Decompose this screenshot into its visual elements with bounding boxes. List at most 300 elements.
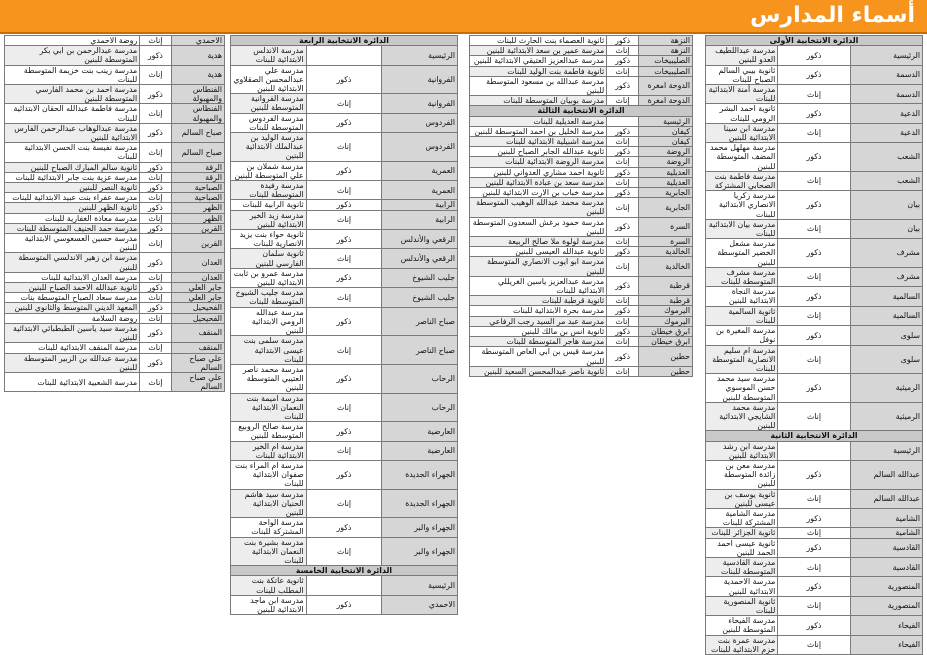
table-row <box>231 441 458 460</box>
table-row <box>470 247 693 257</box>
gender-cell: ذكور <box>607 276 639 295</box>
gender-cell: ذكور <box>140 303 171 313</box>
school-name-cell: مدرسة فاطمة بنت الصحابي المشتركة <box>706 171 778 190</box>
gender-cell: إناث <box>778 528 850 538</box>
school-name-cell: مدرسة خباب بن الارت الابتدائية للبنين <box>470 188 607 198</box>
school-name-cell: مدرسة اشبيلية الابتدائية للبنات <box>470 137 607 147</box>
school-name-cell: مدرسة مشرف المتوسطة للبنات <box>706 267 778 286</box>
region-cell: الفيحاء <box>850 616 922 635</box>
column-1 <box>705 35 923 654</box>
table-row <box>706 508 923 527</box>
gender-cell: إناث <box>778 306 850 325</box>
gender-cell: إناث <box>607 66 639 76</box>
region-cell: الرئيسية <box>638 116 692 126</box>
table-row <box>470 167 693 177</box>
schools-table <box>705 35 923 655</box>
table-row <box>5 46 225 65</box>
gender-cell: ذكور <box>140 46 171 65</box>
school-name-cell: مدرسة النجاة الابتدائية للبنين <box>706 287 778 306</box>
region-cell: السالمية <box>850 306 922 325</box>
gender-cell: ذكور <box>140 253 171 272</box>
school-name-cell: مدرسة عبدالله الرومي الابتدائية للبنين <box>231 307 307 336</box>
school-name-cell: مدرسة عمرو بن ثابت الابتدائية للبنين <box>231 268 307 287</box>
gender-cell: ذكور <box>306 307 382 336</box>
table-row <box>470 306 693 316</box>
region-cell: عبدالله السالم <box>850 460 922 489</box>
school-name-cell: مدرسة عبدالرحمن بن ابي بكر المتوسطة للبنين <box>5 46 140 65</box>
school-name-cell: مدرسة عمير بن سعد الابتدائية للبنين <box>470 46 607 56</box>
school-name-cell: ثانوية عبدالله الجابر الصباح للبنين <box>470 147 607 157</box>
gender-cell: ذكور <box>778 460 850 489</box>
school-name-cell: مدرسة عمرة بنت حزم الابتدائية للبنات <box>706 635 778 654</box>
region-cell: النزهة <box>638 46 692 56</box>
school-name-cell: مدرسة ابن سينا الابتدائية للبنين <box>706 123 778 142</box>
table-row <box>470 36 693 46</box>
gender-cell: ذكور <box>306 422 382 441</box>
school-name-cell: مدرسة زكريا الانصاري الابتدائية للبنات <box>706 191 778 220</box>
region-cell: سلوى <box>850 326 922 345</box>
gender-cell: إناث <box>778 171 850 190</box>
table-row <box>706 123 923 142</box>
gender-cell: ذكور <box>778 46 850 65</box>
school-name-cell: مدرسة شملان بن علي المتوسطة للبنين <box>231 161 307 180</box>
gender-cell: ذكور <box>607 147 639 157</box>
school-name-cell: مدرسة سيد ياسين الطبطبائي الابتدائية للبنين <box>5 323 140 342</box>
school-name-cell: مدرسة فاطمة عبدالله الحقان الابتدائية للبنات <box>5 104 140 123</box>
region-cell: صباح السالم <box>171 123 224 142</box>
gender-cell: إناث <box>778 635 850 654</box>
region-cell: الرئيسية <box>382 576 458 595</box>
school-name-cell: مدرسة لولوة ملا صالح الربيعة <box>470 237 607 247</box>
table-row <box>5 213 225 223</box>
school-name-cell: مدرسة الواحة المشتركة للبنات <box>231 518 307 537</box>
gender-cell: ذكور <box>607 56 639 66</box>
region-cell: جليب الشيوخ <box>382 268 458 287</box>
district-header <box>706 36 923 46</box>
school-name-cell: مدرسة زينب بنت خزيمة المتوسطة للبنات <box>5 65 140 84</box>
region-cell: العديلية <box>638 167 692 177</box>
region-cell: الفنطاس والمهبولة <box>171 85 224 104</box>
school-name-cell: ثانوية الظهر للبنين <box>5 203 140 213</box>
region-cell: الرحاب <box>382 364 458 393</box>
table-row <box>5 353 225 372</box>
gender-cell: إناث <box>140 36 171 46</box>
region-cell: الفنطاس والمهبولة <box>171 104 224 123</box>
region-cell: الاحمدي <box>171 36 224 46</box>
table-row <box>470 237 693 247</box>
school-name-cell: مدرسة ابن زهير الاندلسي المتوسطة للبنين <box>5 253 140 272</box>
school-name-cell: مدرسة بحرة الابتدائية للبنات <box>470 306 607 316</box>
table-row <box>470 198 693 217</box>
gender-cell <box>778 441 850 460</box>
region-cell: العمرية <box>382 161 458 180</box>
gender-cell: إناث <box>778 123 850 142</box>
region-cell: بيان <box>850 191 922 220</box>
school-name-cell: ثانوية عبدالله العيسى للبنين <box>470 247 607 257</box>
region-cell: صباح السالم <box>171 143 224 162</box>
region-cell: الدعية <box>850 104 922 123</box>
school-name-cell: مدرسة القادسية المتوسطة للبنات <box>706 557 778 576</box>
region-cell: عبدالله السالم <box>850 489 922 508</box>
region-cell: صباح الناصر <box>382 336 458 365</box>
gender-cell: إناث <box>306 181 382 200</box>
table-row <box>231 65 458 94</box>
school-name-cell: مدرسة حسين العسعوسي الابتدائية للبنين <box>5 234 140 253</box>
region-cell: الفروانية <box>382 94 458 113</box>
region-cell: الرقة <box>171 162 224 172</box>
gender-cell: إناث <box>306 441 382 460</box>
school-name-cell: مدرسة بوبيان المتوسطة للبنات <box>470 96 607 106</box>
gender-cell: ذكور <box>778 616 850 635</box>
school-name-cell: مدرسة ابو ايوب الانصاري المتوسطة للبنين <box>470 257 607 276</box>
region-cell: اليرموك <box>638 316 692 326</box>
gender-cell: إناث <box>306 537 382 566</box>
table-row <box>231 460 458 489</box>
region-cell: الشامية <box>850 508 922 527</box>
region-cell: الفردوس <box>382 133 458 162</box>
school-name-cell: مدرسة العديلية للبنات <box>470 116 607 126</box>
table-row <box>706 528 923 538</box>
schools-table <box>469 35 693 377</box>
table-row <box>706 267 923 286</box>
region-cell: علي صباح السالم <box>171 353 224 372</box>
gender-cell: إناث <box>778 345 850 374</box>
school-name-cell: مدرسة محمد الشايجي الابتدائية للبنين <box>706 402 778 431</box>
school-name-cell: مدرسة الاحمدية الابتدائية للبنين <box>706 577 778 596</box>
school-name-cell: مدرسة ابن ماجد الابتدائية للبنين <box>231 595 307 614</box>
region-cell: الخالدية <box>638 247 692 257</box>
table-row <box>231 422 458 441</box>
gender-cell: ذكور <box>306 65 382 94</box>
region-cell: المنصورية <box>850 577 922 596</box>
region-cell: الشامية <box>850 528 922 538</box>
school-name-cell: مدرسة صالح الروبيع المتوسطة للبنين <box>231 422 307 441</box>
schools-table <box>4 35 225 392</box>
region-cell: حطين <box>638 347 692 366</box>
table-row <box>5 293 225 303</box>
region-cell: الخالدية <box>638 257 692 276</box>
school-name-cell: مدرسة المغيرة بن نوفل <box>706 326 778 345</box>
table-row <box>5 223 225 233</box>
school-name-cell: ثانوية حواء بنت يزيد الانصارية للبنات <box>231 230 307 249</box>
gender-cell: إناث <box>140 193 171 203</box>
school-name-cell: ثانوية السالمية للبنات <box>706 306 778 325</box>
gender-cell: ذكور <box>140 353 171 372</box>
column-4 <box>4 35 225 483</box>
gender-cell: إناث <box>140 313 171 323</box>
gender-cell: ذكور <box>607 247 639 257</box>
table-row <box>5 234 225 253</box>
school-name-cell: ثانوية عبدالله الاحمد الصباح للبنين <box>5 283 140 293</box>
gender-cell: إناث <box>140 65 171 84</box>
region-cell: الدعية <box>850 123 922 142</box>
school-name-cell: المعهد الديني المتوسط والثانوي للبنين <box>5 303 140 313</box>
school-name-cell: مدرسة معن بن زائدة المتوسطة للبنين <box>706 460 778 489</box>
region-cell: ابرق خيطان <box>638 337 692 347</box>
gender-cell: ذكور <box>306 595 382 614</box>
gender-cell: إناث <box>306 393 382 422</box>
gender-cell: ذكور <box>607 347 639 366</box>
school-name-cell: ثانوية عيسى احمد الحمد للبنين <box>706 538 778 557</box>
gender-cell: ذكور <box>778 326 850 345</box>
gender-cell: ذكور <box>306 364 382 393</box>
gender-cell: إناث <box>607 316 639 326</box>
region-cell: الجهراء والبر <box>382 537 458 566</box>
gender-cell: إناث <box>778 85 850 104</box>
school-name-cell: مدرسة جليب الشيوخ المتوسطة للبنات <box>231 288 307 307</box>
school-name-cell: مدرسة الخليل بن احمد المتوسطة للبنين <box>470 126 607 136</box>
table-row <box>706 616 923 635</box>
gender-cell: إناث <box>306 133 382 162</box>
gender-cell: ذكور <box>140 283 171 293</box>
table-row <box>706 538 923 557</box>
table-row <box>5 85 225 104</box>
table-row <box>470 276 693 295</box>
gender-cell: ذكور <box>140 223 171 233</box>
school-name-cell: مدرسة نفيسة بنت الحسن الابتدائية للبنات <box>5 143 140 162</box>
table-row <box>470 337 693 347</box>
school-name-cell: مدرسة معاذة الغفارية للبنات <box>5 213 140 223</box>
table-row <box>231 249 458 268</box>
region-cell: قرطبة <box>638 296 692 306</box>
title-banner <box>0 0 927 34</box>
table-row <box>231 364 458 393</box>
gender-cell: ذكور <box>140 123 171 142</box>
table-row <box>5 323 225 342</box>
gender-cell: ذكور <box>778 104 850 123</box>
school-name-cell: مدرسة بشيرة بنت النعمان الابتدائية للبنات <box>231 537 307 566</box>
table-row <box>706 577 923 596</box>
region-cell: الرئيسية <box>382 46 458 65</box>
school-name-cell: ثانوية فاطمة بنت الوليد للبنات <box>470 66 607 76</box>
table-row <box>706 596 923 615</box>
school-name-cell: مدرسة سلمى بنت عيسى الابتدائية للبنات <box>231 336 307 365</box>
region-cell: القادسية <box>850 557 922 576</box>
gender-cell: إناث <box>607 366 639 376</box>
region-cell: الرحاب <box>382 393 458 422</box>
table-row <box>470 347 693 366</box>
gender-cell: إناث <box>140 234 171 253</box>
region-cell: الصباحية <box>171 193 224 203</box>
gender-cell: ذكور <box>306 518 382 537</box>
region-cell: حطين <box>638 366 692 376</box>
school-name-cell: مدرسة عبداللطيف العدو للبنين <box>706 46 778 65</box>
school-name-cell: مدرسة سيد هاشم الحنيان الابتدائية للبنين <box>231 489 307 518</box>
region-cell: قرطبة <box>638 276 692 295</box>
region-cell: الظهر <box>171 203 224 213</box>
table-row <box>470 76 693 95</box>
region-cell: كيفان <box>638 126 692 136</box>
table-row <box>231 161 458 180</box>
gender-cell: إناث <box>607 46 639 56</box>
region-cell: العارضية <box>382 441 458 460</box>
table-row <box>470 137 693 147</box>
region-cell: جابر العلي <box>171 293 224 303</box>
table-row <box>706 85 923 104</box>
region-cell: السرة <box>638 237 692 247</box>
region-cell: الشعب <box>850 171 922 190</box>
region-cell: هدية <box>171 46 224 65</box>
gender-cell: إناث <box>140 272 171 282</box>
school-name-cell: ثانوية سالم المبارك الصباح للبنين <box>5 162 140 172</box>
table-row <box>231 113 458 132</box>
region-cell: الدسمة <box>850 65 922 84</box>
table-row <box>5 183 225 193</box>
region-cell: الرميثية <box>850 402 922 431</box>
region-cell: الرميثية <box>850 374 922 403</box>
table-row <box>470 188 693 198</box>
table-row <box>231 268 458 287</box>
table-row <box>231 537 458 566</box>
gender-cell: ذكور <box>306 113 382 132</box>
school-name-cell: مدرسة عبدالله بن مسعود المتوسطة للبنين <box>470 76 607 95</box>
gender-cell: إناث <box>778 596 850 615</box>
gender-cell: إناث <box>607 177 639 187</box>
region-cell: السالمية <box>850 287 922 306</box>
table-row <box>231 518 458 537</box>
region-cell: الفحيحيل <box>171 313 224 323</box>
table-row <box>706 191 923 220</box>
region-cell: الرقعي والأندلس <box>382 249 458 268</box>
school-name-cell: ثانوية الجزائر للبنات <box>706 528 778 538</box>
school-name-cell: مدرسة الفروانية المتوسطة للبنين <box>231 94 307 113</box>
gender-cell: إناث <box>607 137 639 147</box>
district-header <box>706 431 923 441</box>
gender-cell: إناث <box>306 489 382 518</box>
school-name-cell: ثانوية المنصورية للبنات <box>706 596 778 615</box>
school-name-cell: مدرسة عبد مر السيد رجب الرفاعي <box>470 316 607 326</box>
region-cell: الفيحاء <box>850 635 922 654</box>
school-name-cell: مدرسة زيد الخير الابتدائية للبنين <box>231 210 307 229</box>
school-name-cell: مدرسة الوليد بن عبدالملك الابتدائية للبنين <box>231 133 307 162</box>
table-row <box>231 200 458 210</box>
gender-cell: ذكور <box>140 203 171 213</box>
schools-table <box>230 35 458 615</box>
table-row <box>5 123 225 142</box>
gender-cell: ذكور <box>607 76 639 95</box>
gender-cell: إناث <box>778 219 850 238</box>
table-row <box>706 557 923 576</box>
school-name-cell: مدرسة قيس بن ابي العاص المتوسطة للبنين <box>470 347 607 366</box>
region-cell: كيفان <box>638 137 692 147</box>
table-row <box>5 193 225 203</box>
table-row <box>470 257 693 276</box>
table-row <box>470 296 693 306</box>
school-name-cell: مدرسة عبدالله بن الزبير المتوسطة للبنين <box>5 353 140 372</box>
table-row <box>5 143 225 162</box>
region-cell: القرين <box>171 223 224 233</box>
school-name-cell: مدرسة ام الخير الابتدائية للبنات <box>231 441 307 460</box>
gender-cell: إناث <box>607 96 639 106</box>
gender-cell: إناث <box>140 213 171 223</box>
gender-cell: ذكور <box>607 36 639 46</box>
gender-cell: إناث <box>607 237 639 247</box>
school-name-cell: ثانوية يوسف بن عيسى للبنين <box>706 489 778 508</box>
school-name-cell: مدرسة الفيحاء المتوسطة للبنين <box>706 616 778 635</box>
school-name-cell: مدرسة عبدالوهاب عبدالرحمن الفارس الابتدائية للبنين <box>5 123 140 142</box>
school-name-cell: ثانوية الرابية للبنات <box>231 200 307 210</box>
table-row <box>706 171 923 190</box>
table-row <box>231 489 458 518</box>
school-name-cell: مدرسة ابن رشد الابتدائية للبنين <box>706 441 778 460</box>
district-header-label: الدائرة الانتخابية الثالثة <box>470 106 693 116</box>
gender-cell: إناث <box>607 337 639 347</box>
region-cell: العدان <box>171 253 224 272</box>
school-name-cell: مدرسة اميمة بنت النعمان الابتدائية للبنات <box>231 393 307 422</box>
gender-cell: ذكور <box>607 167 639 177</box>
region-cell: علي صباح السالم <box>171 372 224 391</box>
school-name-cell: مدرسة الشامية المشتركة للبنات <box>706 508 778 527</box>
school-name-cell: مدرسة مشعل الخضير المتوسطة للبنين <box>706 239 778 268</box>
region-cell: الصليبيخات <box>638 66 692 76</box>
region-cell: هدية <box>171 65 224 84</box>
school-name-cell: ثانوية العصماء بنت الحارث للبنات <box>470 36 607 46</box>
school-name-cell: ثانوية احمد البشر الرومي للبنات <box>706 104 778 123</box>
school-name-cell: مدرسة المنقف الابتدائية للبنات <box>5 343 140 353</box>
gender-cell: إناث <box>607 257 639 276</box>
table-row <box>231 393 458 422</box>
table-row <box>706 104 923 123</box>
region-cell: الرابية <box>382 210 458 229</box>
region-cell: ابرق خيطان <box>638 326 692 336</box>
district-header <box>470 106 693 116</box>
gender-cell: ذكور <box>306 268 382 287</box>
school-name-cell: مدرسة حمد الحنيف المتوسطة للبنات <box>5 223 140 233</box>
table-row <box>231 336 458 365</box>
school-name-cell: مدرسة سيد محمد حسن الموسوي المتوسطة للبنين <box>706 374 778 403</box>
school-name-cell: ثانوية ناصر عبدالمحسن السعيد للبنين <box>470 366 607 376</box>
gender-cell: إناث <box>306 336 382 365</box>
school-name-cell: ثانوية انس بن مالك للبنين <box>470 326 607 336</box>
region-cell: العارضية <box>382 422 458 441</box>
gender-cell: إناث <box>607 198 639 217</box>
school-name-cell: مدرسة بيان الابتدائية للبنات <box>706 219 778 238</box>
school-name-cell: ثانوية احمد مشاري العدواني للبنين <box>470 167 607 177</box>
table-row <box>5 313 225 323</box>
region-cell: الظهر <box>171 213 224 223</box>
gender-cell: إناث <box>607 157 639 167</box>
table-row <box>231 46 458 65</box>
table-row <box>231 288 458 307</box>
school-name-cell: مدرسة سعد بن عبادة الابتدائية للبنين <box>470 177 607 187</box>
gender-cell: ذكور <box>607 326 639 336</box>
region-cell: القادسية <box>850 538 922 557</box>
gender-cell: ذكور <box>306 161 382 180</box>
school-name-cell: ثانوية سلمان الفارسي للبنين <box>231 249 307 268</box>
school-name-cell: مدرسة محمد عبدالله الوهيب المتوسطة للبنين <box>470 198 607 217</box>
table-row <box>706 345 923 374</box>
table-row <box>231 230 458 249</box>
table-row <box>231 307 458 336</box>
gender-cell: إناث <box>140 143 171 162</box>
school-name-cell: مدرسة الشعبية الابتدائية للبنات <box>5 372 140 391</box>
gender-cell <box>607 116 639 126</box>
table-row <box>470 66 693 76</box>
school-name-cell: مدرسة العدان الابتدائية للبنات <box>5 272 140 282</box>
table-row <box>470 316 693 326</box>
region-cell: الدسمة <box>850 85 922 104</box>
district-header <box>231 36 458 46</box>
school-name-cell: مدرسة الروضة الابتدائية للبنات <box>470 157 607 167</box>
table-row <box>470 56 693 66</box>
region-cell: اليرموك <box>638 306 692 316</box>
school-name-cell: ثانوية عاتكة بنت المطلب للبنات <box>231 576 307 595</box>
region-cell: سلوى <box>850 345 922 374</box>
gender-cell: إناث <box>778 402 850 431</box>
gender-cell: ذكور <box>607 188 639 198</box>
district-header-label: الدائرة الانتخابية الثانية <box>706 431 923 441</box>
table-row <box>5 283 225 293</box>
